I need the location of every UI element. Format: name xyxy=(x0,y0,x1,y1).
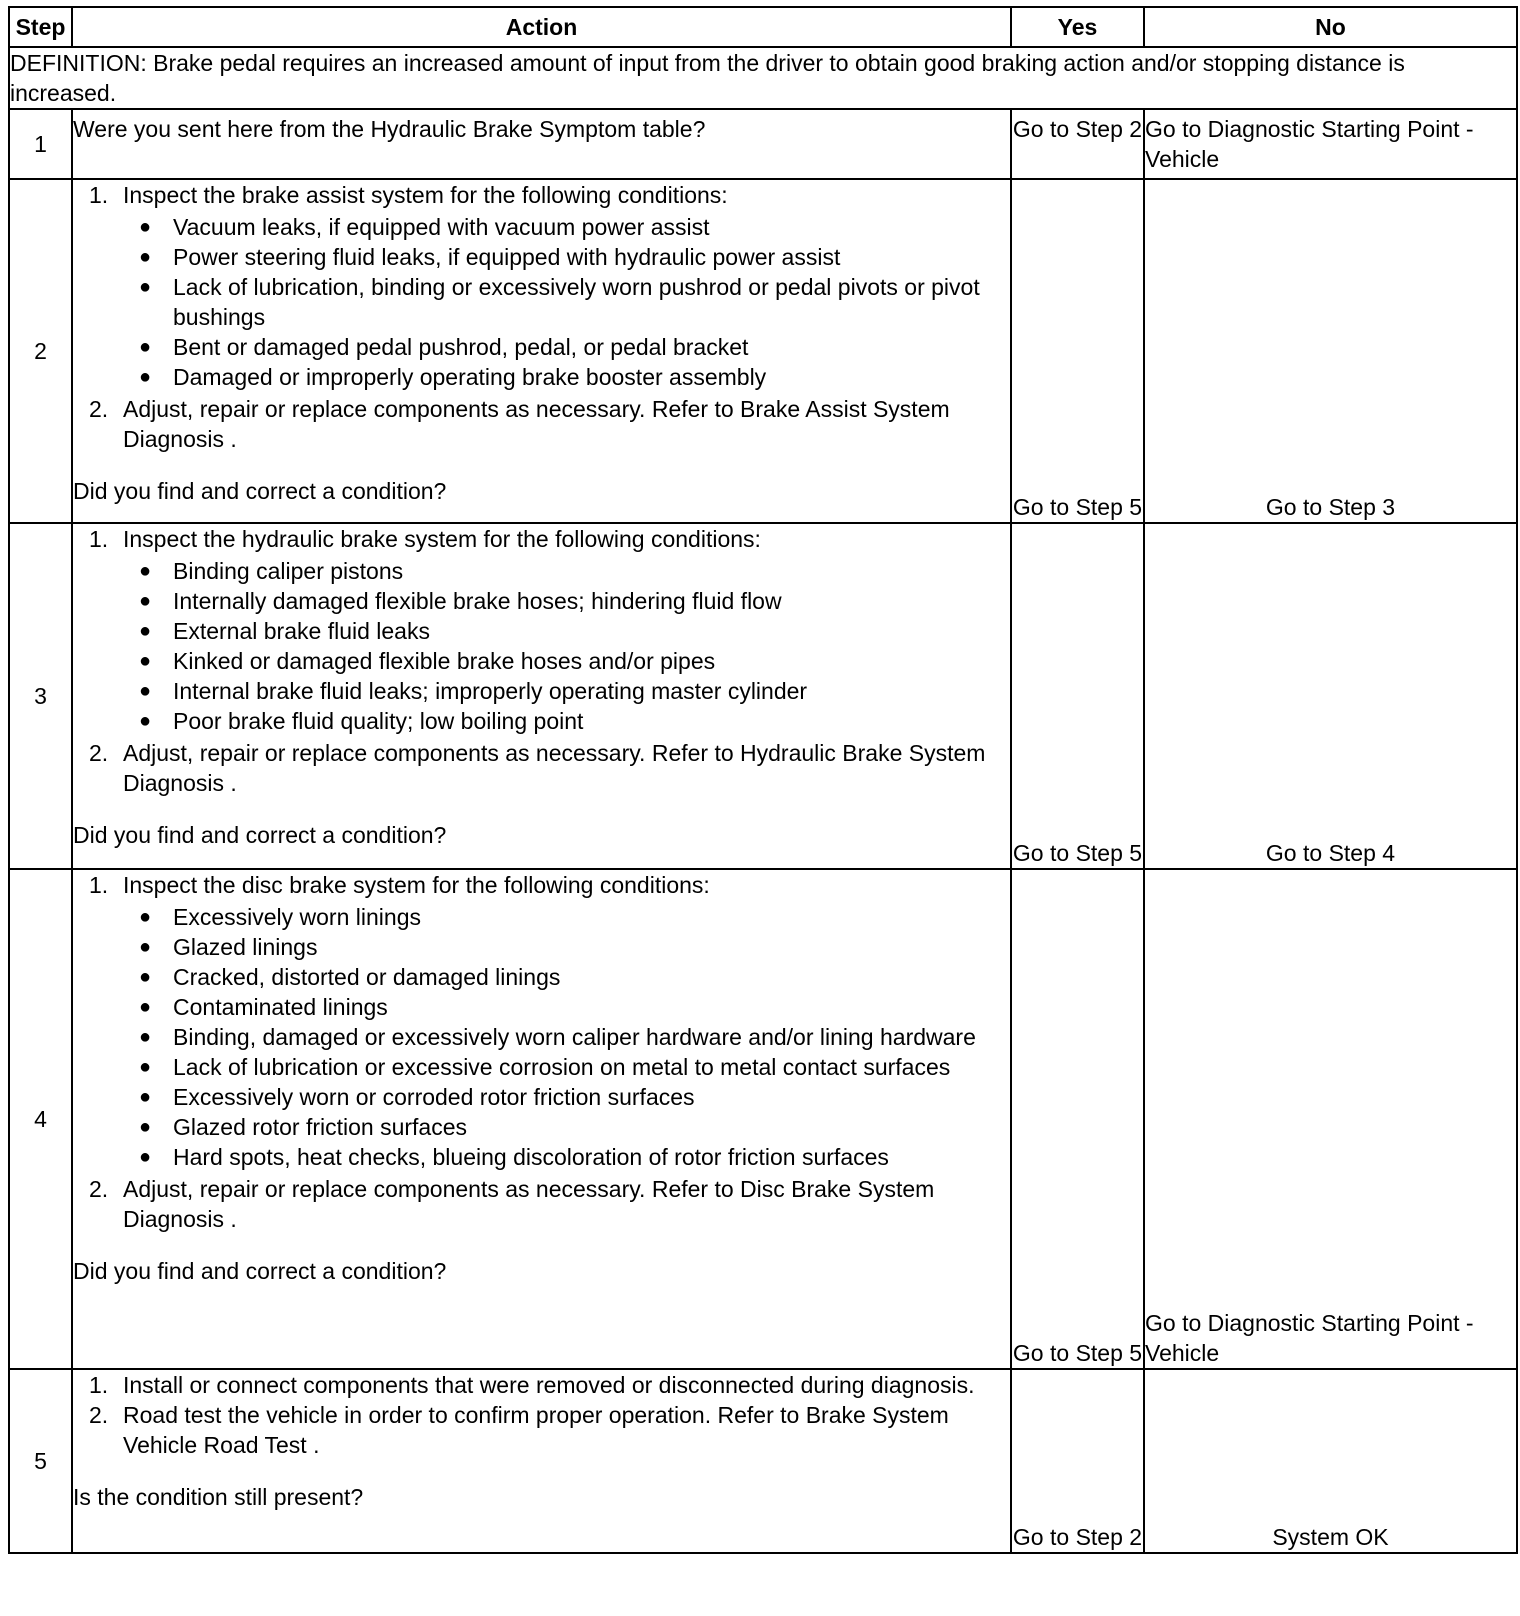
no-cell: System OK xyxy=(1144,1369,1517,1553)
step-number: 2 xyxy=(9,179,72,523)
list-item: ● Kinked or damaged flexible brake hoses and/or pipes xyxy=(173,646,1010,676)
diagnostic-table xyxy=(8,6,1518,1554)
question-text: Is the condition still present? xyxy=(73,1484,364,1510)
header-row xyxy=(9,7,1517,47)
list-item: ● Lack of lubrication or excessive corrosion on metal to metal contact surfaces xyxy=(173,1052,1010,1082)
list-item: ● Poor brake fluid quality; low boiling point xyxy=(173,706,1010,736)
action-item: Adjust, repair or replace components as necessary. Refer to Disc Brake System Diagnosis . xyxy=(123,1176,935,1232)
list-item: ● Internal brake fluid leaks; improperly operating master cylinder xyxy=(173,676,1010,706)
yes-cell: Go to Step 2 xyxy=(1011,1369,1144,1553)
list-item: ● Lack of lubrication, binding or excessively worn pushrod or pedal pivots or pivot bushings xyxy=(173,272,1010,332)
action-item: Inspect the disc brake system for the following conditions: xyxy=(123,872,710,898)
table-row xyxy=(9,179,1517,523)
header-step: Step xyxy=(9,7,72,47)
header-yes: Yes xyxy=(1011,7,1144,47)
list-item: ● Glazed rotor friction surfaces xyxy=(173,1112,1010,1142)
yes-cell: Go to Step 5 xyxy=(1011,523,1144,869)
action-cell: 1. Install or connect components that were removed or disconnected during diagnosis. 2. Road test the vehicle in order to confirm proper operation. Refer to Brake System Vehicle Road Test . Is the condition still present? xyxy=(72,1369,1011,1553)
list-item: ● Excessively worn linings xyxy=(173,902,1010,932)
action-item: Adjust, repair or replace components as necessary. Refer to Hydraulic Brake System Diagnosis . xyxy=(123,740,986,796)
list-item: ● Vacuum leaks, if equipped with vacuum power assist xyxy=(173,212,1010,242)
no-cell: Go to Step 3 xyxy=(1144,179,1517,523)
question-text: Did you find and correct a condition? xyxy=(73,822,447,848)
question-text: Did you find and correct a condition? xyxy=(73,1258,447,1284)
action-cell: 1. Inspect the brake assist system for the following conditions: ● Vacuum leaks, if equipped with vacuum power assist ● Power steering fluid leaks, if equipped with hydraulic power assist ● Lack of lubrication, binding or excessively worn pushrod or pedal pivots or pivot bushings ● Bent or damaged pedal pushrod, pedal, or pedal bracket ● Damaged or improperly operating brake booster assembly 2. Adjust, repair or replace components as necessary. Refer to Brake Assist System Diagnosis . Did you find and correct a condition? xyxy=(72,179,1011,523)
yes-cell: Go to Step 5 xyxy=(1011,869,1144,1369)
action-item: Road test the vehicle in order to confirm proper operation. Refer to Brake System Vehicle Road Test . xyxy=(123,1402,949,1458)
list-item: ● Binding caliper pistons xyxy=(173,556,1010,586)
action-item: Inspect the brake assist system for the following conditions: xyxy=(123,182,728,208)
list-item: ● Binding, damaged or excessively worn caliper hardware and/or lining hardware xyxy=(173,1022,1010,1052)
yes-cell: Go to Step 2 xyxy=(1011,109,1144,179)
list-item: ● Bent or damaged pedal pushrod, pedal, or pedal bracket xyxy=(173,332,1010,362)
header-action: Action xyxy=(72,7,1011,47)
list-item: ● Glazed linings xyxy=(173,932,1010,962)
question-text: Were you sent here from the Hydraulic Brake Symptom table? xyxy=(73,116,706,142)
step-number: 3 xyxy=(9,523,72,869)
definition-text: DEFINITION: Brake pedal requires an increased amount of input from the driver to obtain good braking action and/or stopping distance is increased. xyxy=(9,47,1517,109)
header-no: No xyxy=(1144,7,1517,47)
action-item: Inspect the hydraulic brake system for the following conditions: xyxy=(123,526,761,552)
list-item: ● Damaged or improperly operating brake booster assembly xyxy=(173,362,1010,392)
list-item: ● Hard spots, heat checks, blueing discoloration of rotor friction surfaces xyxy=(173,1142,1010,1172)
no-cell: Go to Diagnostic Starting Point - Vehicle xyxy=(1144,869,1517,1369)
list-item: ● Cracked, distorted or damaged linings xyxy=(173,962,1010,992)
step-number: 5 xyxy=(9,1369,72,1553)
action-item: Install or connect components that were removed or disconnected during diagnosis. xyxy=(123,1372,975,1398)
list-item: ● Power steering fluid leaks, if equipped with hydraulic power assist xyxy=(173,242,1010,272)
step-number: 1 xyxy=(9,109,72,179)
step-number: 4 xyxy=(9,869,72,1369)
action-item: Adjust, repair or replace components as necessary. Refer to Brake Assist System Diagnosis . xyxy=(123,396,950,452)
list-item: ● Internally damaged flexible brake hoses; hindering fluid flow xyxy=(173,586,1010,616)
no-cell: Go to Diagnostic Starting Point - Vehicle xyxy=(1144,109,1517,179)
no-cell: Go to Step 4 xyxy=(1144,523,1517,869)
table-row xyxy=(9,109,1517,179)
list-item: ● Contaminated linings xyxy=(173,992,1010,1022)
definition-row xyxy=(9,47,1517,109)
action-cell xyxy=(72,109,1011,179)
question-text: Did you find and correct a condition? xyxy=(73,478,447,504)
table-row xyxy=(9,523,1517,869)
table-row xyxy=(9,869,1517,1369)
action-cell: 1. Inspect the disc brake system for the following conditions: ● Excessively worn linings ● Glazed linings ● Cracked, distorted or damaged linings ● Contaminated linings ● Binding, damaged or excessively worn caliper hardware and/or lining hardware ● Lack of lubrication or excessive corrosion on metal to metal contact surfaces ● Excessively worn or corroded rotor friction surfaces ● Glazed rotor friction surfaces ● Hard spots, heat checks, blueing discoloration of rotor friction surfaces 2. Adjust, repair or replace components as necessary. Refer to Disc Brake System Diagnosis . Did you find and correct a condition? xyxy=(72,869,1011,1369)
list-item: ● Excessively worn or corroded rotor friction surfaces xyxy=(173,1082,1010,1112)
action-cell: 1. Inspect the hydraulic brake system for the following conditions: ● Binding caliper pistons ● Internally damaged flexible brake hoses; hindering fluid flow ● External brake fluid leaks ● Kinked or damaged flexible brake hoses and/or pipes ● Internal brake fluid leaks; improperly operating master cylinder ● Poor brake fluid quality; low boiling point 2. Adjust, repair or replace components as necessary. Refer to Hydraulic Brake System Diagnosis . Did you find and correct a condition? xyxy=(72,523,1011,869)
table-row xyxy=(9,1369,1517,1553)
list-item: ● External brake fluid leaks xyxy=(173,616,1010,646)
yes-cell: Go to Step 5 xyxy=(1011,179,1144,523)
